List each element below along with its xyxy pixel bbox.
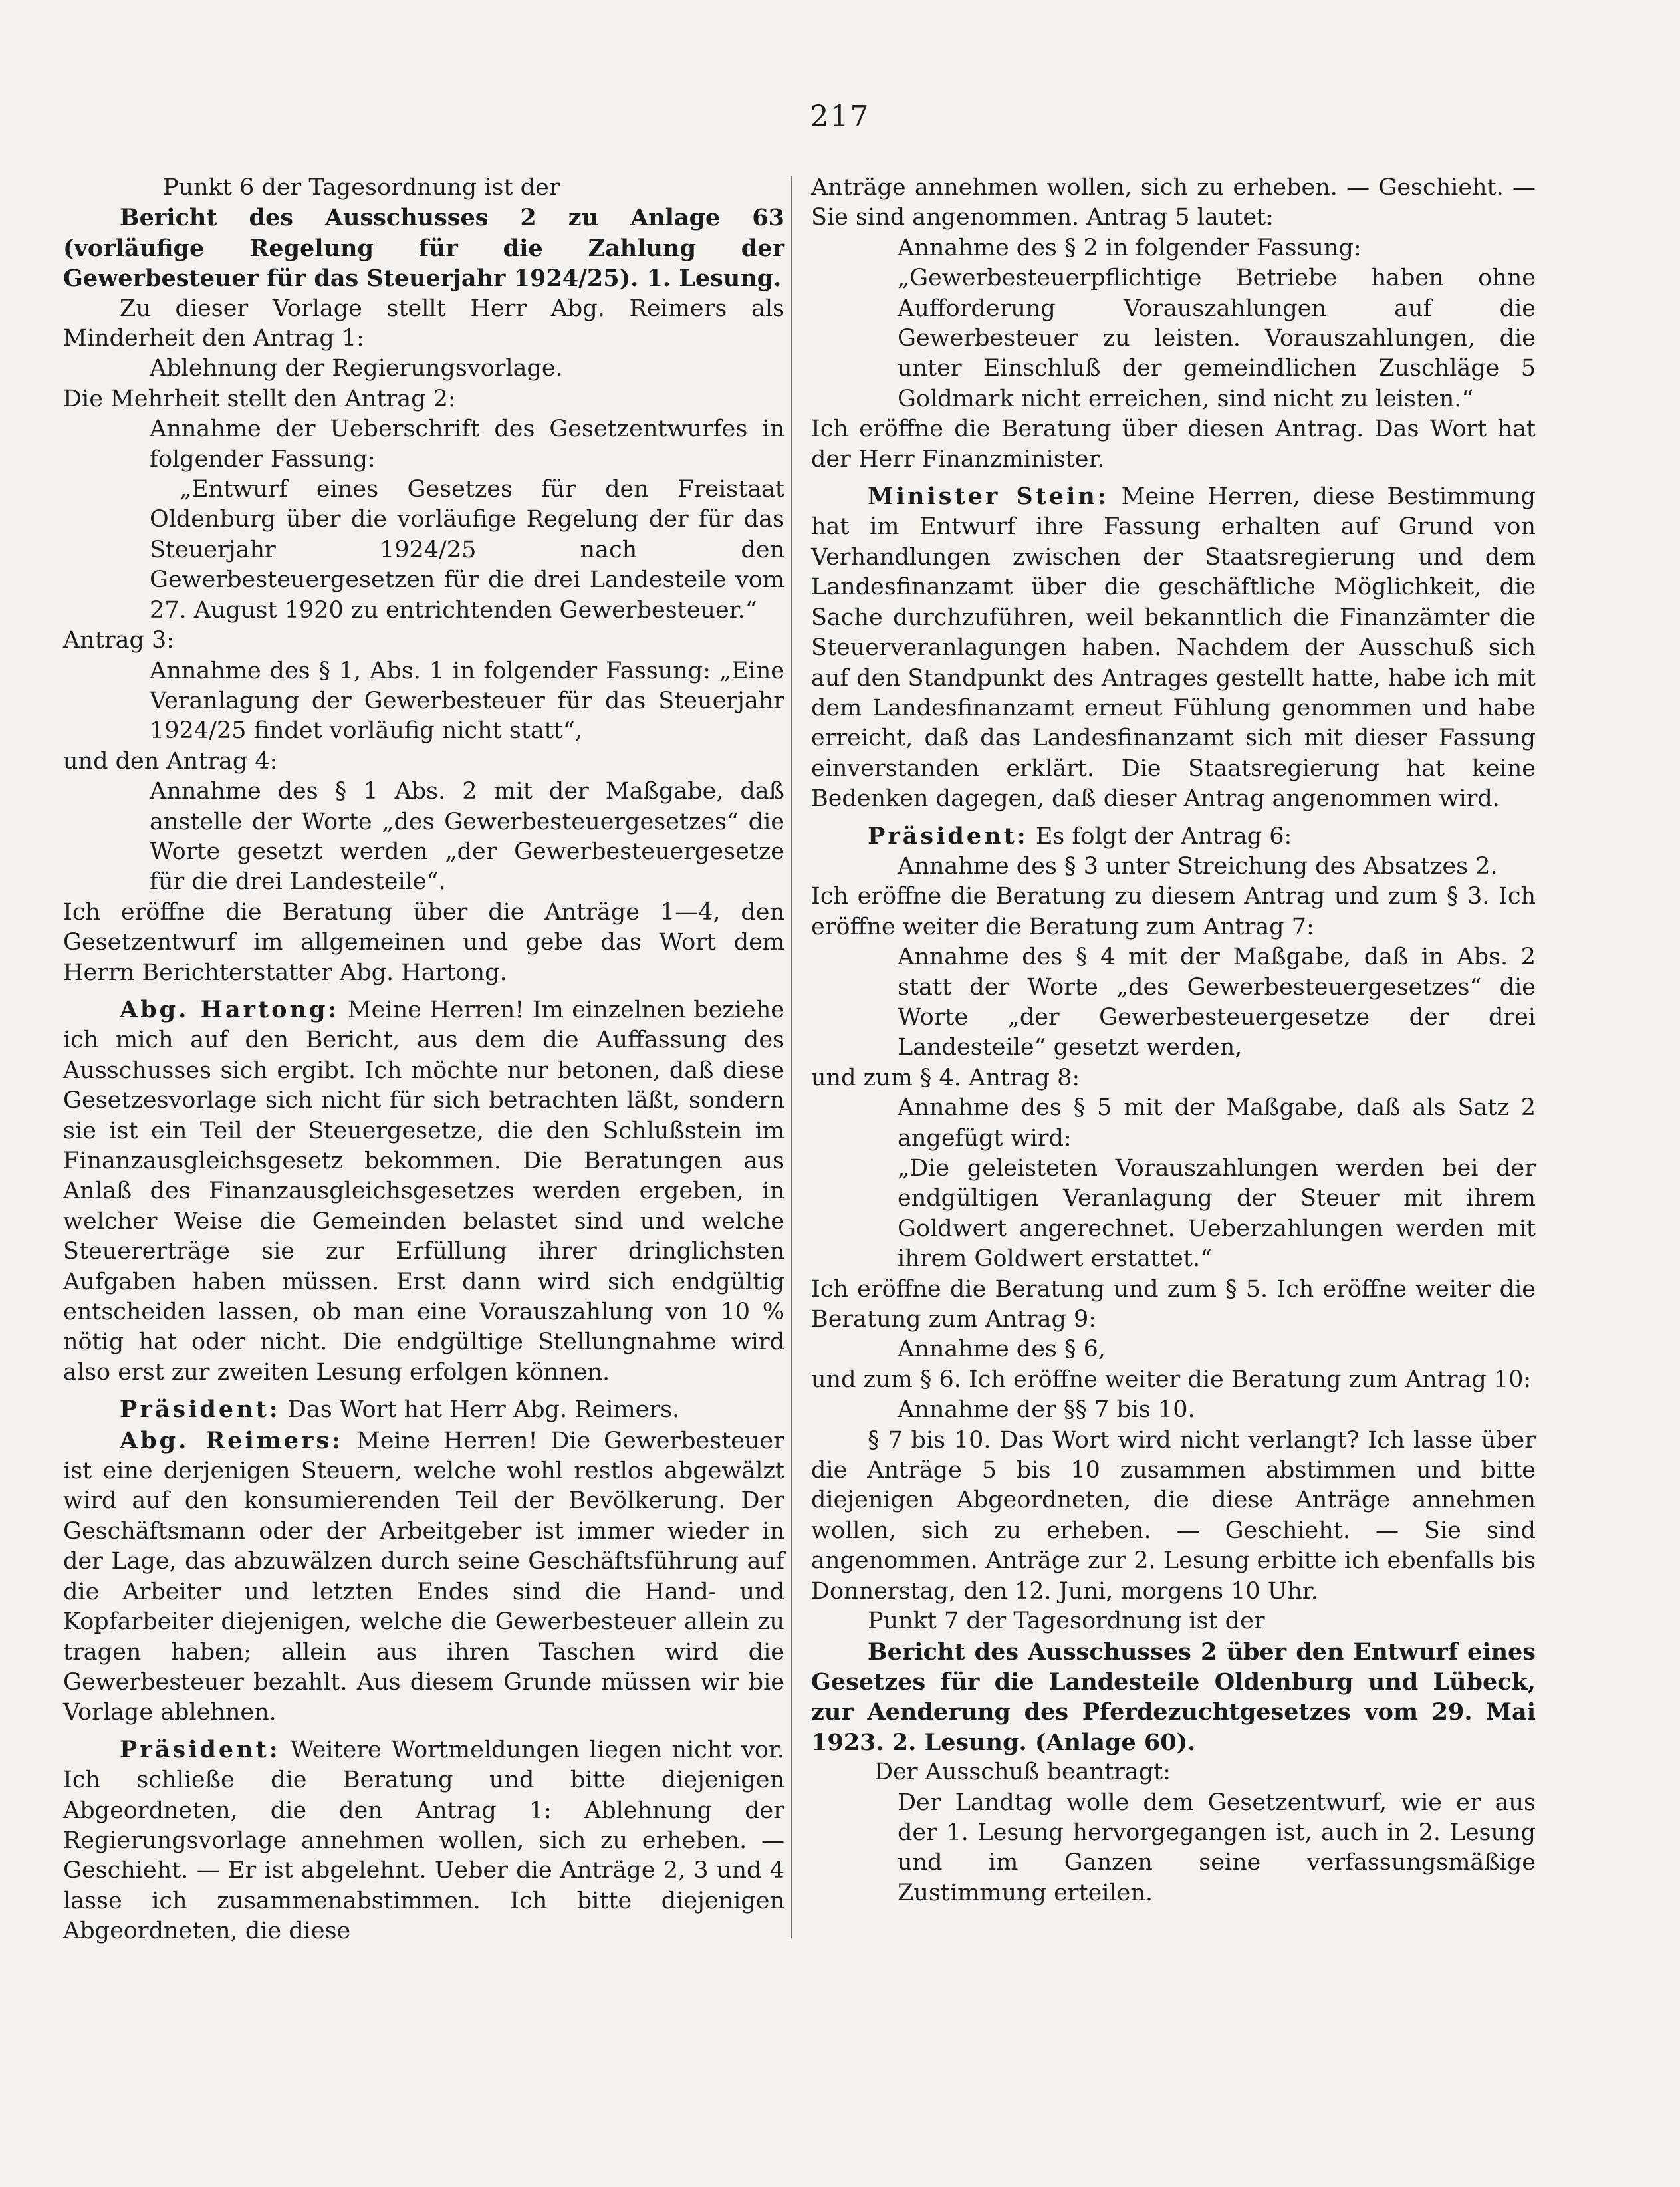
left-column (63, 173, 784, 1947)
paragraph: Der Ausschuß beantragt: (874, 1759, 1171, 1786)
speech-president (63, 1394, 784, 1425)
agenda-item-title: Bericht des Ausschusses 2 zu Anlage 63 (vorläufige Regelung für die Zahlung der Gewerbesteuer für das Steuerjahr 1924/25). 1. Lesung. (63, 204, 784, 293)
paragraph: und den Antrag 4: (63, 747, 278, 775)
speech-text: Meine Herren! Die Gewerbesteuer ist eine derjenigen Steuern, welche wohl restlos abgewälzt wird auf den konsumierenden Teil der Bevölkerung. Der Geschäftsmann oder der Arbeitgeber ist immer wieder in der Lage, das abzuwälzen durch seine Geschäftsführung auf die Arbeiter und letzten Endes sind die Hand- und Kopfarbeiter diejenigen, welche die Gewerbesteuer allein zu tragen haben; allein aus ihren Taschen wird die Gewerbesteuer bezahlt. Aus diesem Grunde müssen wir bie Vorlage ablehnen. (63, 1427, 784, 1726)
paragraph: Ich eröffne die Beratung zu diesem Antrag und zum § 3. Ich eröffne weiter die Beratung zum Antrag 7: (811, 883, 1536, 940)
motion-text: Annahme des § 2 in folgender Fassung: (898, 234, 1362, 261)
motion-text: Ablehnung der Regierungsvorlage. (150, 355, 563, 382)
paragraph: Ich eröffne die Beratung und zum § 5. Ich eröffne weiter die Beratung zum Antrag 9: (811, 1275, 1536, 1333)
speaker-name: Präsident: (868, 822, 1028, 850)
paragraph: Die Mehrheit stellt den Antrag 2: (63, 385, 456, 412)
motion-text: Annahme des § 3 unter Streichung des Absatzes 2. (898, 852, 1498, 880)
speech-president (811, 821, 1536, 852)
speaker-name: Abg. Hartong: (120, 995, 340, 1023)
paragraph: Ich eröffne die Beratung über die Anträge 1—4, den Gesetzentwurf im allgemeinen und gebe das Wort dem Herrn Berichterstatter Abg. Hartong. (63, 898, 784, 986)
speaker-name: Abg. Reimers: (120, 1426, 344, 1454)
motion-text: Annahme des § 1, Abs. 1 in folgender Fassung: „Eine Veranlagung der Gewerbesteuer für das Steuerjahr 1924/25 findet vorläufig nicht statt“, (150, 657, 784, 745)
motion-text: Der Landtag wolle dem Gesetzentwurf, wie er aus der 1. Lesung hervorgegangen ist, auch in 2. Lesung und im Ganzen seine verfassungsmäßige Zustimmung erteilen. (898, 1789, 1536, 1906)
speech-text: Meine Herren, diese Bestimmung hat im Entwurf ihre Fassung erhalten auf Grund von Verhandlungen zwischen der Staatsregierung und dem Landesfinanzamt über die geschäftliche Möglichkeit, die Sache durchzuführen, weil bekanntlich die Finanzämter die Steuerveranlagungen haben. Nachdem der Ausschuß sich auf den Standpunkt des Antrages gestellt hatte, habe ich mit dem Landesfinanzamt erneut Fühlung genommen und habe erreicht, daß das Landesfinanzamt sich mit dieser Fassung einverstanden erklärt. Die Staatsregierung hat keine Bedenken dagegen, daß dieser Antrag angenommen wird. (811, 483, 1536, 813)
motion-text: Annahme der Ueberschrift des Gesetzentwurfes in folgender Fassung: (150, 416, 784, 473)
speech-text: Es folgt der Antrag 6: (1028, 823, 1292, 850)
paragraph: und zum § 4. Antrag 8: (811, 1064, 1080, 1091)
speech-text: Meine Herren! Im einzelnen beziehe ich mich auf den Bericht, aus dem die Auffassung des Ausschusses sich ergibt. Ich möchte nur betonen, daß diese Gesetzesvorlage sich nicht für sich betrachten läßt, sondern sie ist ein Teil der Steuergesetze, die den Schlußstein im Finanzausgleichsgesetz bekommen. Die Beratungen aus Anlaß des Finanzausgleichsgesetzes werden ergeben, in welcher Weise die Gemeinden belastet sind und welche Steuererträge sie zur Erfüllung ihrer dringlichsten Aufgaben haben müssen. Erst dann wird sich endgültig entscheiden lassen, ob man eine Vorauszahlung von 10 % nötig hat oder nicht. Die endgültige Stellungnahme wird also erst zur zweiten Lesung erfolgen können. (63, 996, 785, 1386)
motion-quote: „Die geleisteten Vorauszahlungen werden bei der endgültigen Veranlagung der Steuer mit ihrem Goldwert angerechnet. Ueberzahlungen werden mit ihrem Goldwert erstattet.“ (898, 1155, 1536, 1273)
speaker-name: Präsident: (120, 1396, 281, 1424)
motion-text: Annahme des § 1 Abs. 2 mit der Maßgabe, daß anstelle der Worte „des Gewerbesteuergesetzes“ die Worte gesetzt werden „der Gewerbesteuergesetze für die drei Landesteile“. (150, 778, 784, 896)
speech-text: Das Wort hat Herr Abg. Reimers. (280, 1396, 680, 1424)
motion-quote: „Entwurf eines Gesetzes für den Freistaat Oldenburg über die vorläufige Regelung der für das Steuerjahr 1924/25 nach den Gewerbesteuergesetzen für die drei Landesteile vom 27. August 1920 zu entrichtenden Gewerbesteuer.“ (150, 476, 784, 624)
motion-text: Annahme des § 5 mit der Maßgabe, daß als Satz 2 angefügt wird: (898, 1094, 1536, 1152)
paragraph: Antrag 3: (63, 627, 175, 654)
agenda-item-title: Bericht des Ausschusses 2 über den Entwurf eines Gesetzes für die Landesteile Oldenburg und Lübeck, zur Aenderung des Pferdezuchtgesetzes vom 29. Mai 1923. 2. Lesung. (Anlage 60). (811, 1638, 1536, 1756)
motion-text: Annahme der §§ 7 bis 10. (898, 1396, 1195, 1424)
speaker-name: Minister Stein: (868, 483, 1109, 511)
speech-reimers (63, 1426, 784, 1728)
paragraph: Punkt 7 der Tagesordnung ist der (868, 1608, 1265, 1635)
motion-quote: „Gewerbesteuerpflichtige Betriebe haben ohne Aufforderung Vorauszahlungen auf die Gewerbesteuer zu leisten. Vorauszahlungen, die unter Einschluß der gemeindlichen Zuschläge 5 Goldmark nicht erreichen, sind nicht zu leisten.“ (898, 265, 1536, 412)
paragraph: Anträge annehmen wollen, sich zu erheben. — Geschieht. — Sie sind angenommen. Antrag 5 lautet: (811, 174, 1536, 231)
speech-president (63, 1735, 784, 1947)
speaker-name: Präsident: (120, 1736, 281, 1763)
speech-stein (811, 481, 1536, 814)
paragraph: Punkt 6 der Tagesordnung ist der (163, 174, 560, 201)
right-column (811, 173, 1536, 1908)
column-divider (791, 176, 792, 1938)
page-number: 217 (810, 100, 870, 134)
paragraph: und zum § 6. Ich eröffne weiter die Beratung zum Antrag 10: (811, 1366, 1532, 1393)
paragraph: § 7 bis 10. Das Wort wird nicht verlangt? Ich lasse über die Anträge 5 bis 10 zusammen abstimmen und bitte diejenigen Abgeordneten, die diese Anträge annehmen wollen, sich zu erheben. — Geschieht. — Sie sind angenommen. Anträge zur 2. Lesung erbitte ich ebenfalls bis Donnerstag, den 12. Juni, morgens 10 Uhr. (811, 1426, 1536, 1605)
paragraph: Ich eröffne die Beratung über diesen Antrag. Das Wort hat der Herr Finanzminister. (811, 416, 1536, 473)
motion-text: Annahme des § 4 mit der Maßgabe, daß in Abs. 2 statt der Worte „des Gewerbesteuergesetzes“ die Worte „der Gewerbesteuergesetze der drei Landesteile“ gesetzt werden, (898, 944, 1536, 1061)
motion-text: Annahme des § 6, (898, 1336, 1106, 1363)
speech-hartong (63, 995, 784, 1388)
speech-text: Weitere Wortmeldungen liegen nicht vor. Ich schließe die Beratung und bitte diejenigen Abgeordneten, die den Antrag 1: Ablehnung der Regierungsvorlage annehmen wollen, sich zu erheben. — Geschieht. — Er ist abgelehnt. Ueber die Anträge 2, 3 und 4 lasse ich zusammenabstimmen. Ich bitte diejenigen Abgeordneten, die diese (63, 1736, 784, 1945)
paragraph: Zu dieser Vorlage stellt Herr Abg. Reimers als Minderheit den Antrag 1: (63, 295, 784, 352)
